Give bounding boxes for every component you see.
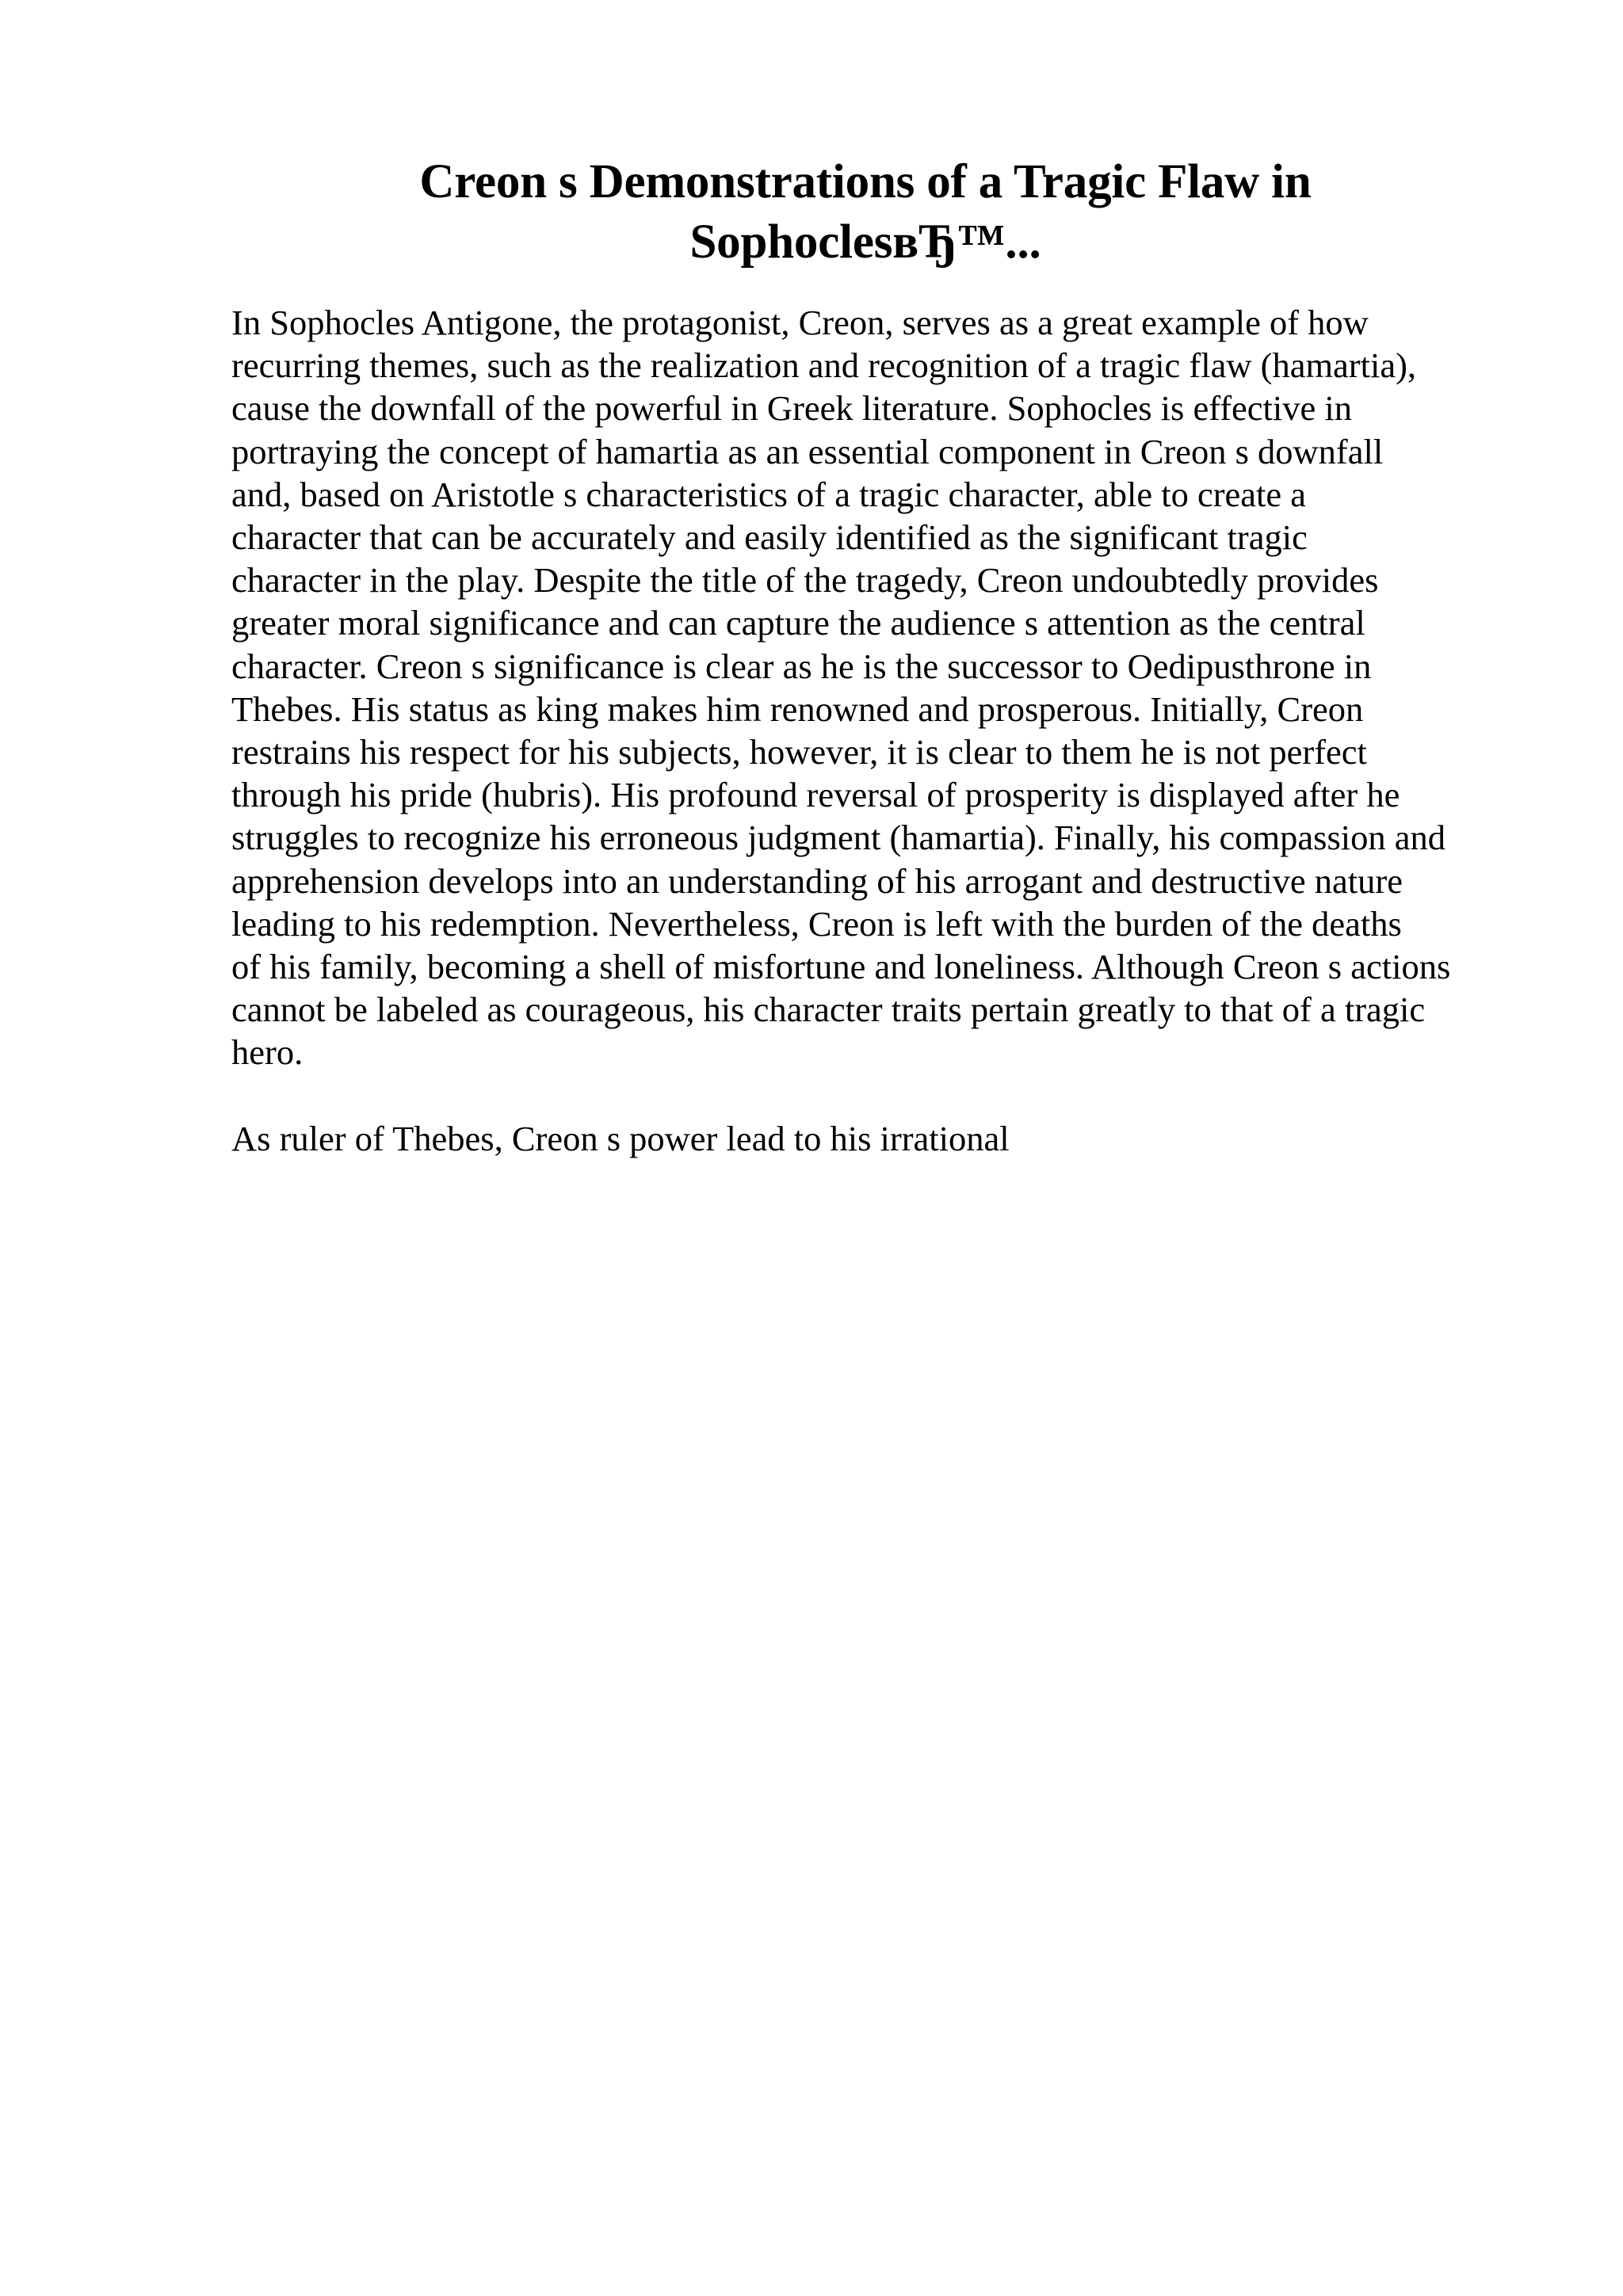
title-line-2: SophoclesвЂ™... [689,215,1041,269]
document-body [231,301,1547,1160]
title-line-1: Creon s Demonstrations of a Tragic Flaw in [419,155,1312,208]
paragraph-line: greater moral significance and can capture the audience s attention as the central [231,603,1365,643]
paragraph-line: Thebes. His status as king makes him renowned and prosperous. Initially, Creon [231,688,1364,729]
paragraph-line: hero. [231,1032,304,1073]
paragraph-spacer [231,1074,1547,1117]
paragraph-line: restrains his respect for his subjects, however, it is clear to them he is not perfect [231,732,1367,772]
paragraph-line: cause the downfall of the powerful in Greek literature. Sophocles is effective in [231,388,1353,429]
paragraph-line: portraying the concept of hamartia as an essential component in Creon s downfall [231,431,1384,471]
paragraph-line: In Sophocles Antigone, the protagonist, Creon, serves as a great example of how [231,303,1369,342]
paragraph-line: character. Creon s significance is clear as he is the successor to Oedipusthrone in [231,646,1372,686]
paragraph-line: of his family, becoming a shell of misfortune and loneliness. Although Creon s actions [231,947,1451,987]
paragraph-line: leading to his redemption. Nevertheless, Creon is left with the burden of the deaths [231,903,1402,944]
paragraph-line: recurring themes, such as the realization and recognition of a tragic flaw (hamartia), [231,345,1417,386]
paragraph-line: cannot be labeled as courageous, his character traits pertain greatly to that of a tragic [231,990,1426,1030]
document-title [231,152,1499,273]
paragraph-line: and, based on Aristotle s characteristics of a tragic character, able to create a [231,474,1307,514]
paragraph-2 [231,1117,1547,1160]
paragraph-line: struggles to recognize his erroneous judgment (hamartia). Finally, his compassion and [231,818,1446,858]
paragraph-line: As ruler of Thebes, Creon s power lead to his irrational [231,1118,1010,1158]
paragraph-line: character that can be accurately and easily identified as the significant tragic [231,517,1308,558]
paragraph-line: character in the play. Despite the title of the tragedy, Creon undoubtedly provides [231,560,1379,601]
paragraph-line: through his pride (hubris). His profound reversal of prosperity is displayed after he [231,775,1400,815]
paragraph-line: apprehension develops into an understanding of his arrogant and destructive nature [231,860,1403,901]
paragraph-1 [231,301,1547,1074]
